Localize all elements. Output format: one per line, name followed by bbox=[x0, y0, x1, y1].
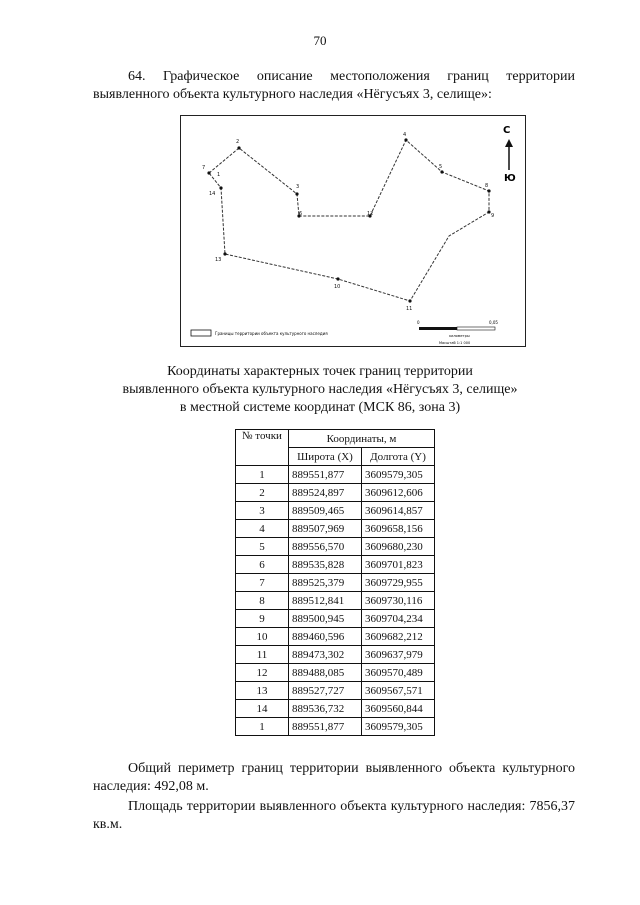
x-coordinate-cell: 889527,727 bbox=[289, 682, 362, 700]
scale-bar bbox=[419, 327, 495, 330]
scale-start: 0 bbox=[417, 320, 420, 325]
point-number-cell: 3 bbox=[236, 502, 289, 520]
col-coords-header: Координаты, м bbox=[289, 430, 435, 448]
col-point-header: № точки bbox=[236, 430, 289, 466]
x-coordinate-cell: 889473,302 bbox=[289, 646, 362, 664]
page-number: 70 bbox=[313, 33, 327, 48]
table-header-row bbox=[236, 430, 435, 448]
table-row bbox=[236, 466, 435, 484]
col-y-header: Долгота (Y) bbox=[362, 448, 435, 466]
x-coordinate-cell: 889524,897 bbox=[289, 484, 362, 502]
perimeter-paragraph: Общий периметр границ территории выявленного объекта культурного наследия: 492,08 м. bbox=[93, 761, 575, 794]
boundary-point-label: 13 bbox=[215, 257, 222, 263]
point-number-cell: 1 bbox=[236, 718, 289, 736]
table-row bbox=[236, 718, 435, 736]
col-x-header: Широта (X) bbox=[289, 448, 362, 466]
boundary-point-marker bbox=[336, 277, 339, 280]
x-coordinate-cell: 889512,841 bbox=[289, 592, 362, 610]
boundary-point-label: 7 bbox=[202, 165, 206, 171]
y-coordinate-cell: 3609680,230 bbox=[362, 538, 435, 556]
y-coordinate-cell: 3609614,857 bbox=[362, 502, 435, 520]
table-row bbox=[236, 700, 435, 718]
boundary-point-marker bbox=[487, 189, 490, 192]
table-row bbox=[236, 520, 435, 538]
coordinates-table bbox=[235, 429, 435, 736]
boundary-point-label: 2 bbox=[236, 139, 240, 145]
north-arrow-icon bbox=[505, 139, 513, 170]
table-row bbox=[236, 484, 435, 502]
x-coordinate-cell: 889536,732 bbox=[289, 700, 362, 718]
boundary-point-marker bbox=[404, 138, 407, 141]
point-number-cell: 1 bbox=[236, 466, 289, 484]
y-coordinate-cell: 3609730,116 bbox=[362, 592, 435, 610]
y-coordinate-cell: 3609658,156 bbox=[362, 520, 435, 538]
boundary-point-marker bbox=[207, 171, 210, 174]
x-coordinate-cell: 889525,379 bbox=[289, 574, 362, 592]
boundary-point-label: 8 bbox=[485, 183, 489, 189]
point-number-cell: 2 bbox=[236, 484, 289, 502]
table-row bbox=[236, 502, 435, 520]
scale-unit: километры bbox=[449, 334, 470, 338]
point-number-cell: 7 bbox=[236, 574, 289, 592]
boundary-point-marker bbox=[237, 146, 240, 149]
boundary-point-label: 5 bbox=[439, 164, 443, 170]
boundary-point-label: 12 bbox=[367, 211, 374, 217]
x-coordinate-cell: 889551,877 bbox=[289, 718, 362, 736]
boundary-point-label: 10 bbox=[334, 284, 341, 290]
x-coordinate-cell: 889535,828 bbox=[289, 556, 362, 574]
table-row bbox=[236, 664, 435, 682]
boundary-point-label: 11 bbox=[406, 306, 413, 312]
point-number-cell: 8 bbox=[236, 592, 289, 610]
table-row bbox=[236, 628, 435, 646]
table-row bbox=[236, 556, 435, 574]
y-coordinate-cell: 3609612,606 bbox=[362, 484, 435, 502]
point-number-cell: 13 bbox=[236, 682, 289, 700]
table-row bbox=[236, 574, 435, 592]
boundary-point-label: 14 bbox=[209, 191, 216, 197]
table-row bbox=[236, 592, 435, 610]
y-coordinate-cell: 3609704,234 bbox=[362, 610, 435, 628]
point-number-cell: 10 bbox=[236, 628, 289, 646]
y-coordinate-cell: 3609729,955 bbox=[362, 574, 435, 592]
x-coordinate-cell: 889551,877 bbox=[289, 466, 362, 484]
y-coordinate-cell: 3609570,489 bbox=[362, 664, 435, 682]
y-coordinate-cell: 3609637,979 bbox=[362, 646, 435, 664]
boundary-point-marker bbox=[295, 192, 298, 195]
table-row bbox=[236, 646, 435, 664]
boundary-point-label: 4 bbox=[403, 132, 407, 138]
map-drawing bbox=[181, 116, 527, 348]
boundary-polygon bbox=[209, 140, 489, 301]
boundary-map bbox=[180, 115, 526, 347]
x-coordinate-cell: 889509,465 bbox=[289, 502, 362, 520]
y-coordinate-cell: 3609701,823 bbox=[362, 556, 435, 574]
x-coordinate-cell: 889460,596 bbox=[289, 628, 362, 646]
y-coordinate-cell: 3609682,212 bbox=[362, 628, 435, 646]
boundary-point-marker bbox=[440, 170, 443, 173]
legend-text: Границы территории объекта культурного наследия bbox=[215, 331, 328, 336]
y-coordinate-cell: 3609567,571 bbox=[362, 682, 435, 700]
x-coordinate-cell: 889488,085 bbox=[289, 664, 362, 682]
boundary-point-label: 9 bbox=[491, 213, 495, 219]
boundary-point-marker bbox=[223, 252, 226, 255]
boundary-point-marker bbox=[408, 299, 411, 302]
x-coordinate-cell: 889507,969 bbox=[289, 520, 362, 538]
boundary-point-marker bbox=[219, 186, 222, 189]
scale-end: 0,05 bbox=[489, 320, 498, 325]
south-label: Ю bbox=[504, 173, 516, 184]
point-number-cell: 11 bbox=[236, 646, 289, 664]
scale-ratio: Масштаб 1:1 000 bbox=[439, 341, 471, 345]
point-number-cell: 12 bbox=[236, 664, 289, 682]
boundary-point-label: 6 bbox=[299, 211, 303, 217]
x-coordinate-cell: 889500,945 bbox=[289, 610, 362, 628]
area-paragraph: Площадь территории выявленного объекта культурного наследия: 7856,37 кв.м. bbox=[93, 799, 575, 832]
caption-line-2: выявленного объекта культурного наследия «Нёгусъях 3, селище» bbox=[122, 382, 518, 397]
y-coordinate-cell: 3609579,305 bbox=[362, 466, 435, 484]
y-coordinate-cell: 3609560,844 bbox=[362, 700, 435, 718]
legend-swatch bbox=[191, 330, 211, 336]
boundary-point-label: 3 bbox=[296, 184, 300, 190]
table-row bbox=[236, 682, 435, 700]
table-row bbox=[236, 610, 435, 628]
x-coordinate-cell: 889556,570 bbox=[289, 538, 362, 556]
table-row bbox=[236, 538, 435, 556]
point-number-cell: 6 bbox=[236, 556, 289, 574]
description-paragraph: 64. Графическое описание местоположения границ территории выявленного объекта культурного наследия «Нёгусъях 3, селище»: bbox=[93, 69, 575, 102]
caption-line-1: Координаты характерных точек границ территории bbox=[167, 364, 473, 379]
point-number-cell: 9 bbox=[236, 610, 289, 628]
north-label: С bbox=[503, 125, 511, 136]
point-number-cell: 14 bbox=[236, 700, 289, 718]
caption-line-3: в местной системе координат (МСК 86, зона 3) bbox=[179, 400, 461, 415]
point-number-cell: 5 bbox=[236, 538, 289, 556]
y-coordinate-cell: 3609579,305 bbox=[362, 718, 435, 736]
point-number-cell: 4 bbox=[236, 520, 289, 538]
boundary-point-label: 1 bbox=[217, 172, 221, 178]
